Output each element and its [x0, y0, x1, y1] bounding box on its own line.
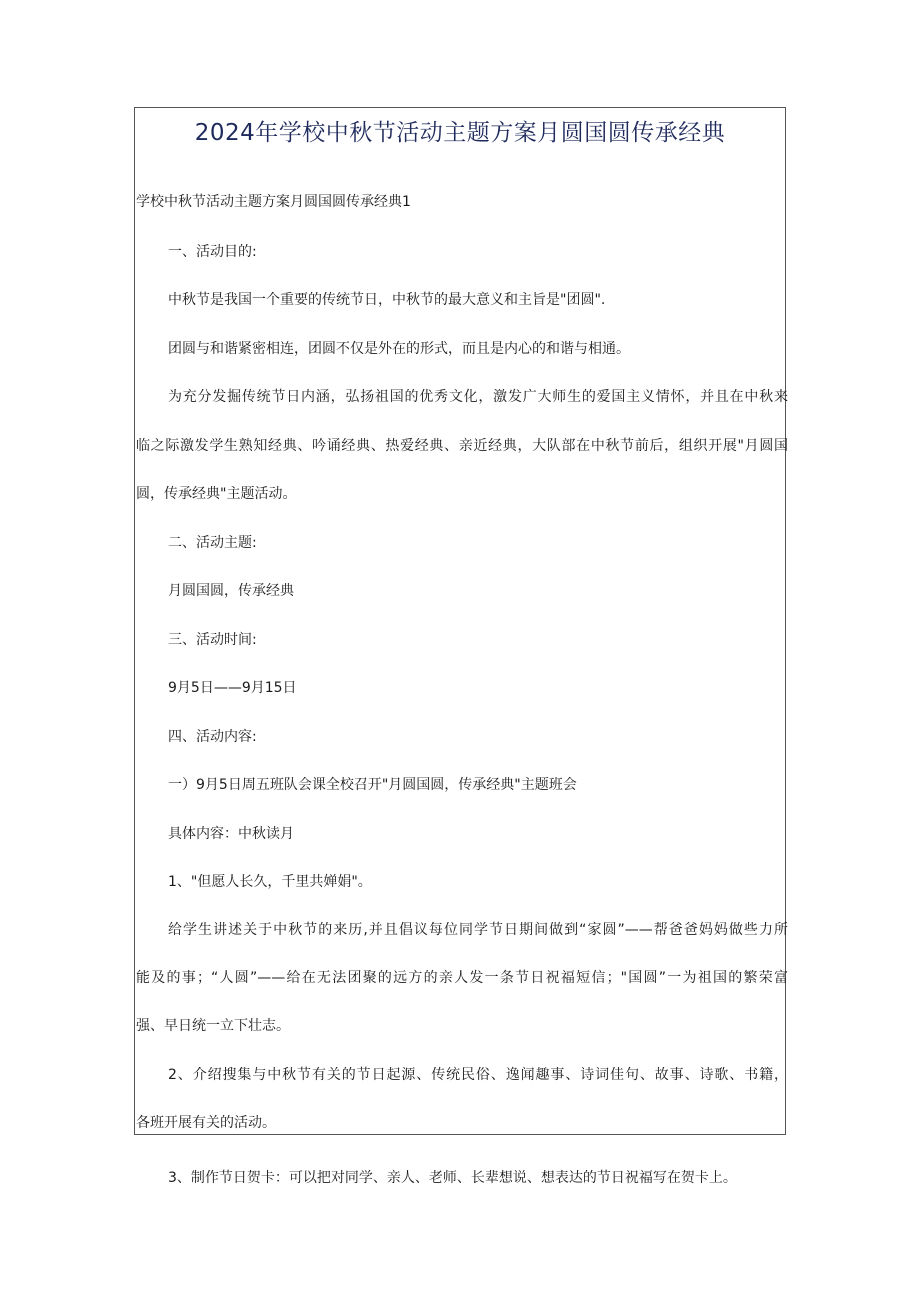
paragraph: 月圆国圆，传承经典 [168, 583, 294, 599]
section-subtitle: 学校中秋节活动主题方案月圆国圆传承经典1 [136, 194, 411, 210]
document-title: 2024年学校中秋节活动主题方案月圆国圆传承经典 [194, 120, 726, 146]
paragraph: 3、制作节日贺卡：可以把对同学、亲人、老师、长辈想说、想表达的节日祝福写在贺卡上。 [168, 1170, 737, 1186]
paragraph-line: 为充分发掘传统节日内涵，弘扬祖国的优秀文化，激发广大师生的爱国主义情怀，并且在中秋来 [168, 389, 788, 405]
heading-content: 四、活动内容: [168, 729, 257, 745]
paragraph-line: 临之际激发学生熟知经典、吟诵经典、热爱经典、亲近经典，大队部在中秋节前后，组织开展"月圆国 [136, 438, 788, 454]
paragraph: 一）9月5日周五班队会课全校召开"月圆国圆，传承经典"主题班会 [168, 777, 577, 793]
paragraph-line: 圆，传承经典"主题活动。 [136, 486, 297, 502]
heading-theme: 二、活动主题: [168, 535, 257, 551]
paragraph: 9月5日——9月15日 [168, 680, 297, 696]
paragraph: 中秋节是我国一个重要的传统节日，中秋节的最大意义和主旨是"团圆". [168, 292, 606, 308]
paragraph: 具体内容：中秋读月 [168, 826, 294, 842]
paragraph-line: 2、介绍搜集与中秋节有关的节日起源、传统民俗、逸闻趣事、诗词佳句、故事、诗歌、书籍， [168, 1067, 788, 1083]
paragraph-line: 能及的事；“人圆”——给在无法团聚的远方的亲人发一条节日祝福短信；"国圆”一为祖国的繁荣富 [136, 970, 788, 986]
paragraph-line: 各班开展有关的活动。 [136, 1115, 276, 1131]
paragraph: 团圆与和谐紧密相连，团圆不仅是外在的形式，而且是内心的和谐与相通。 [168, 341, 630, 357]
heading-time: 三、活动时间: [168, 632, 257, 648]
paragraph-line: 给学生讲述关于中秋节的来历,并且倡议每位同学节日期间做到“家圆”——帮爸爸妈妈做些力所 [168, 922, 788, 938]
paragraph: 1、"但愿人长久，千里共婵娟"。 [168, 874, 372, 890]
paragraph-line: 强、早日统一立下壮志。 [136, 1018, 290, 1034]
heading-purpose: 一、活动目的: [168, 244, 257, 260]
